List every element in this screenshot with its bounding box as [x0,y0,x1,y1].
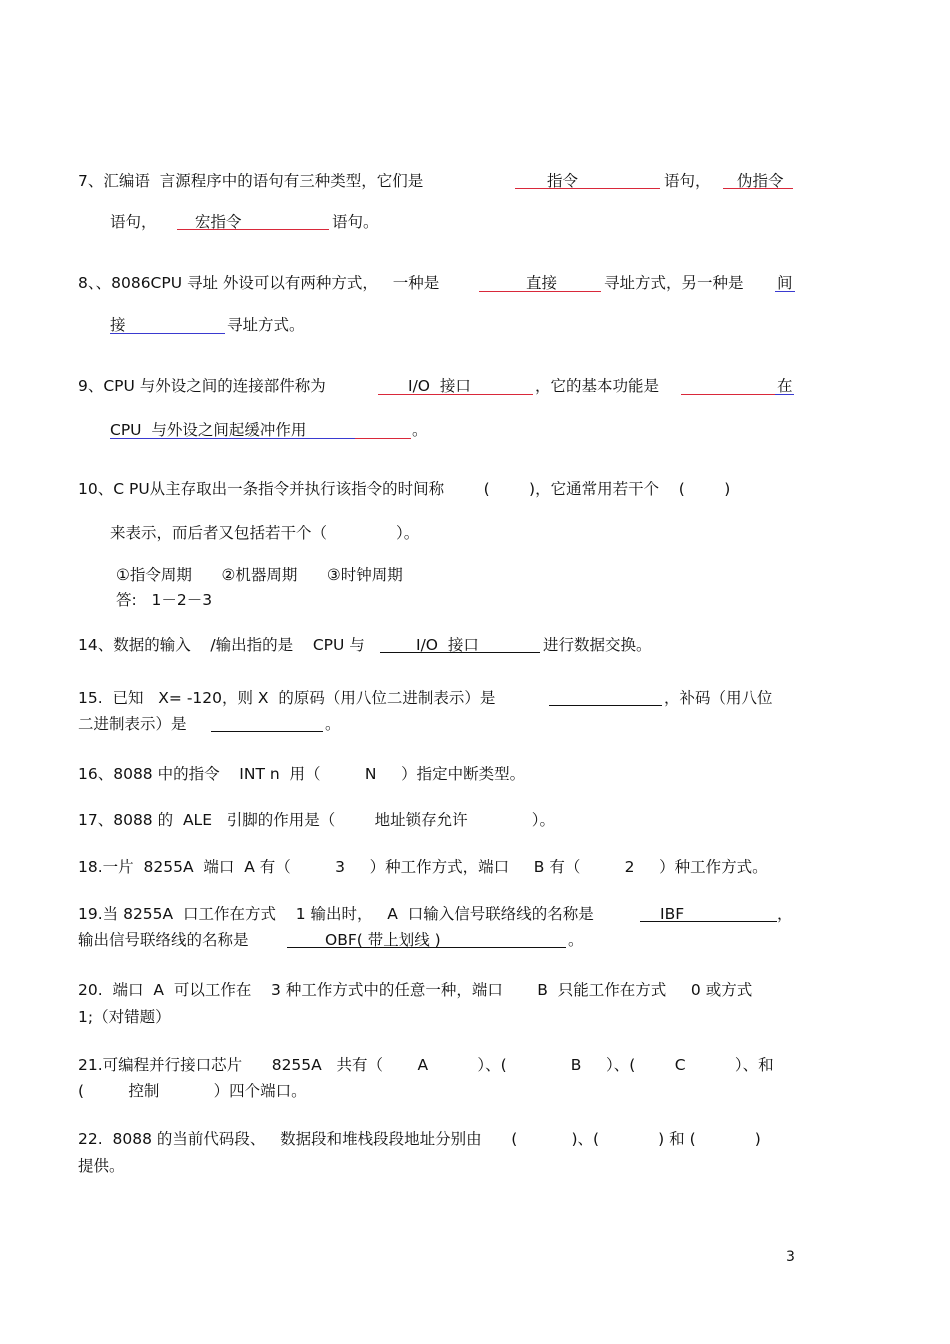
q15-blank-2 [211,731,323,732]
q7-answer-3: 宏指令 [195,213,242,231]
q18-text: 18.一片 8255A 端口 A 有（ 3 ）种工作方式，端口 B 有（ 2 ）种工作方式。 [78,858,768,876]
page-number: 3 [786,1249,795,1265]
q15-blank-1 [549,705,662,706]
q20-line2: 1;（对错题） [78,1008,171,1026]
q19-answer-1: IBF [660,905,685,923]
q8-answer-2b: 接 [110,316,126,334]
q8-answer-2a: 间 [777,274,793,292]
q20-line1: 20. 端口 A 可以工作在 3 种工作方式中的任意一种，端口 B 只能工作在方式 0 或方式 [78,981,753,999]
q19-line1-suffix: ， [777,905,793,923]
q9-line1-text: 9、CPU 与外设之间的连接部件称为 [78,377,326,395]
q22-line1: 22. 8088 的当前代码段、 数据段和堆栈段段地址分别由 ( )、( ) 和 ( ) [78,1130,761,1148]
q14-suffix: 进行数据交换。 [543,636,652,654]
q7-answer-2: 伪指令 [737,172,784,190]
q10-options: ①指令周期 ②机器周期 ③时钟周期 [116,566,403,584]
q9-blank-2-red [681,394,775,395]
q15-line1-prefix: 15. 已知 X= -120，则 X 的原码（用八位二进制表示）是 [78,689,496,707]
q10-line2: 来表示，而后者又包括若干个（ ）。 [110,524,420,542]
q9-answer-1: I/O 接口 [408,377,471,395]
q9-mid-text: ，它的基本功能是 [535,377,660,395]
q17-text: 17、8088 的 ALE 引脚的作用是（ 地址锁存允许 ）。 [78,811,555,829]
q15-line2-prefix: 二进制表示）是 [78,715,187,733]
q8-line2-suffix: 寻址方式。 [227,316,305,334]
q15-line1-suffix: ，补码（用八位 [664,689,773,707]
q9-end: 。 [412,421,428,439]
q7-answer-1: 指令 [547,172,579,190]
q15-line2-suffix: 。 [325,715,341,733]
q19-line1-prefix: 19.当 8255A 口工作在方式 1 输出时， A 口输入信号联络线的名称是 [78,905,594,923]
q14-answer: I/O 接口 [416,636,479,654]
q19-answer-2: OBF( 带上划线 ) [325,931,441,949]
q9-answer-2a: 在 [777,377,793,395]
q7-line1-text: 7、汇编语 言源程序中的语句有三种类型，它们是 [78,172,424,190]
q9-blank-2b-blue [110,438,355,439]
q8-line1-text: 8、、8086CPU 寻址 外设可以有两种方式， 一种是 [78,274,440,292]
q21-line1: 21.可编程并行接口芯片 8255A 共有（ A ）、( B ）、( C ）、和 [78,1056,774,1074]
q8-mid-text: 寻址方式，另一种是 [604,274,744,292]
q7-line2-prefix: 语句， [110,213,157,231]
q8-answer-1: 直接 [526,274,558,292]
q7-line2-suffix: 语句。 [332,213,379,231]
q16-text: 16、8088 中的指令 INT n 用（ N ）指定中断类型。 [78,765,526,783]
q19-line2-suffix: 。 [568,931,584,949]
q7-mid-text: 语句， [664,172,711,190]
q9-answer-2b: CPU 与外设之间起缓冲作用 [110,421,307,439]
q7-blank-1 [515,188,660,189]
q21-line2: ( 控制 ）四个端口。 [78,1082,307,1100]
q8-blank-2b [110,333,225,334]
q9-blank-2b-red [355,438,411,439]
q10-line1: 10、C PU从主存取出一条指令并执行该指令的时间称 ( )，它通常用若干个 ( ) [78,480,731,498]
q10-answer: 答: 1－2－3 [116,591,213,609]
q22-line2: 提供。 [78,1157,125,1175]
q14-prefix: 14、数据的输入 /输出指的是 CPU 与 [78,636,365,654]
q19-line2-prefix: 输出信号联络线的名称是 [78,931,249,949]
